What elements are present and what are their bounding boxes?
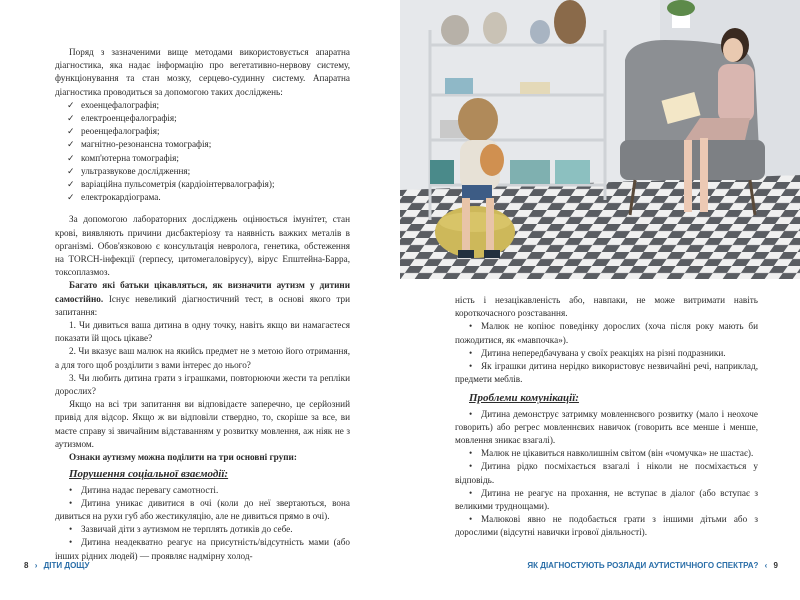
chevron-left-icon: ‹ bbox=[764, 561, 768, 570]
right-page-number: 9 bbox=[773, 561, 778, 570]
checklist-item: ✓ електроенцефалографія; bbox=[67, 112, 350, 125]
right-page bbox=[400, 0, 800, 600]
list-item: • Дитина надає перевагу самотності. bbox=[69, 484, 219, 495]
parents-paragraph bbox=[55, 279, 350, 319]
right-running-title: ЯК ДІАГНОСТУЮТЬ РОЗЛАДИ АУТИСТИЧНОГО СПЕКТРА? bbox=[527, 561, 759, 570]
checklist-item: ✓ ультразвукове дослідження; bbox=[67, 165, 350, 178]
list-item: • Малюкові явно не подобається грати з іншими дітьми або з дорослими (відсутні навички ігрової діяльності). bbox=[455, 514, 758, 538]
checklist-item: ✓ варіаційна пульсометрія (кардіоінтервалографія); bbox=[67, 178, 350, 191]
intro-paragraph: Поряд з зазначеними вище методами використовується апаратна діагностика, яка надає інформацію про вегетативно-нервову систему, функціонування та стан мозку, серцево-судинну систему. Апаратна діагностика проводиться за допомогою таких досліджень: bbox=[55, 47, 350, 97]
parents-rest: Існує невеликий діагностичний тест, в основі якого три запитання: bbox=[55, 293, 350, 317]
list-item: • Дитина уникає дивитися в очі (коли до неї звертаються, вона дивиться на рухи губ або жестикуляцію, але не дивиться прямо в очі). bbox=[55, 497, 350, 521]
checklist-item: ✓ ехоенцефалографія; bbox=[67, 99, 350, 112]
list-item: • Малюк не копіює поведінку дорослих (хоча після року мають би пожодитися, як «мавпочка»). bbox=[455, 321, 758, 345]
checklist-item: ✓ магнітно-резонансна томографія; bbox=[67, 138, 350, 151]
list-item: • Дитина демонструє затримку мовленнєвого розвитку (мало і неохоче говорить) або регрес мовленнєвих навичок (говорить все менше і менше, мовлення зникає взагалі). bbox=[455, 408, 758, 446]
list-item: • Дитина не реагує на прохання, не вступає в діалог (або вступає з великими труднощами). bbox=[455, 487, 758, 512]
left-footer bbox=[24, 561, 89, 570]
checklist-item: ✓ комп'ютерна томографія; bbox=[67, 152, 350, 165]
list-item: • Дитина непередбачувана у своїх реакціях на різні подразники. bbox=[469, 347, 726, 358]
left-page-text bbox=[55, 46, 350, 563]
checklist-item: ✓ реоенцефалографія; bbox=[67, 125, 350, 138]
question-3: 3. Чи любить дитина грати з іграшками, повторюючи жести та репліки дорослих? bbox=[55, 372, 350, 397]
diagnostics-checklist bbox=[55, 99, 350, 205]
right-page-text bbox=[455, 294, 758, 540]
checklist-item: ✓ електрокардіограма. bbox=[67, 191, 350, 204]
right-footer bbox=[527, 561, 778, 570]
section-social-interaction: Порушення соціальної взаємодії: bbox=[69, 468, 229, 481]
lab-paragraph: За допомогою лабораторних досліджень оцінюється імунітет, стан крові, виявляють причини дисбактеріозу та наявність важких металів в організмі. Обов'язковою є консультація невролога, генетика, обстеження на TORCH-інфекції (герпесу, цитомегаловірусу), вірус Епштейна-Барра, токсоплазмоз. bbox=[55, 214, 350, 278]
signs-heading: Ознаки аутизму можна поділити на три основні групи: bbox=[69, 452, 297, 463]
left-running-title: ДІТИ ДОЩУ bbox=[43, 561, 90, 570]
list-item: • Зазвичай діти з аутизмом не терплять дотиків до себе. bbox=[69, 524, 293, 535]
continued-paragraph: ність і незацікавленість або, навпаки, не може витримати навіть короткочасного розставання. bbox=[455, 295, 758, 319]
chevron-right-icon: › bbox=[34, 561, 38, 570]
question-1: 1. Чи дивиться ваша дитина в одну точку, навіть якщо ви намагаєтеся показати їй щось цікаве? bbox=[55, 320, 350, 344]
parents-bold: Багато які батьки цікавляться, як визначити аутизм у дитини самостійно. bbox=[55, 280, 350, 304]
list-item: • Як іграшки дитина нерідко використовує незвичайні речі, наприклад, предмети меблів. bbox=[455, 361, 758, 385]
list-item: • Малюк не цікавиться навколишнім світом (він «чомучка» не шастає). bbox=[469, 448, 754, 459]
left-page-number: 8 bbox=[24, 561, 29, 570]
list-item: • Дитина неадекватно реагує на присутність/відсутність мами (або інших рідних людей) — проявляє надмірну холод- bbox=[55, 537, 350, 561]
answer-paragraph: Якщо на всі три запитання ви відповідаєте заперечно, це серйозний привід для відсор. Якщо ж ви відповіли ствердно, то, скоріше за все, ви маєте справу зі звичайним відставанням у розвитку мовлення, аж ніяк не з аутизмом. bbox=[55, 399, 350, 449]
question-2: 2. Чи вказує ваш малюк на якийсь предмет не з метою його отримання, а для того щоб розділити з вами інтерес до нього? bbox=[55, 346, 350, 370]
list-item: • Дитина рідко посміхається взагалі і ніколи не посміхається у відповідь. bbox=[455, 461, 758, 485]
section-communication: Проблеми комунікації: bbox=[469, 392, 579, 405]
